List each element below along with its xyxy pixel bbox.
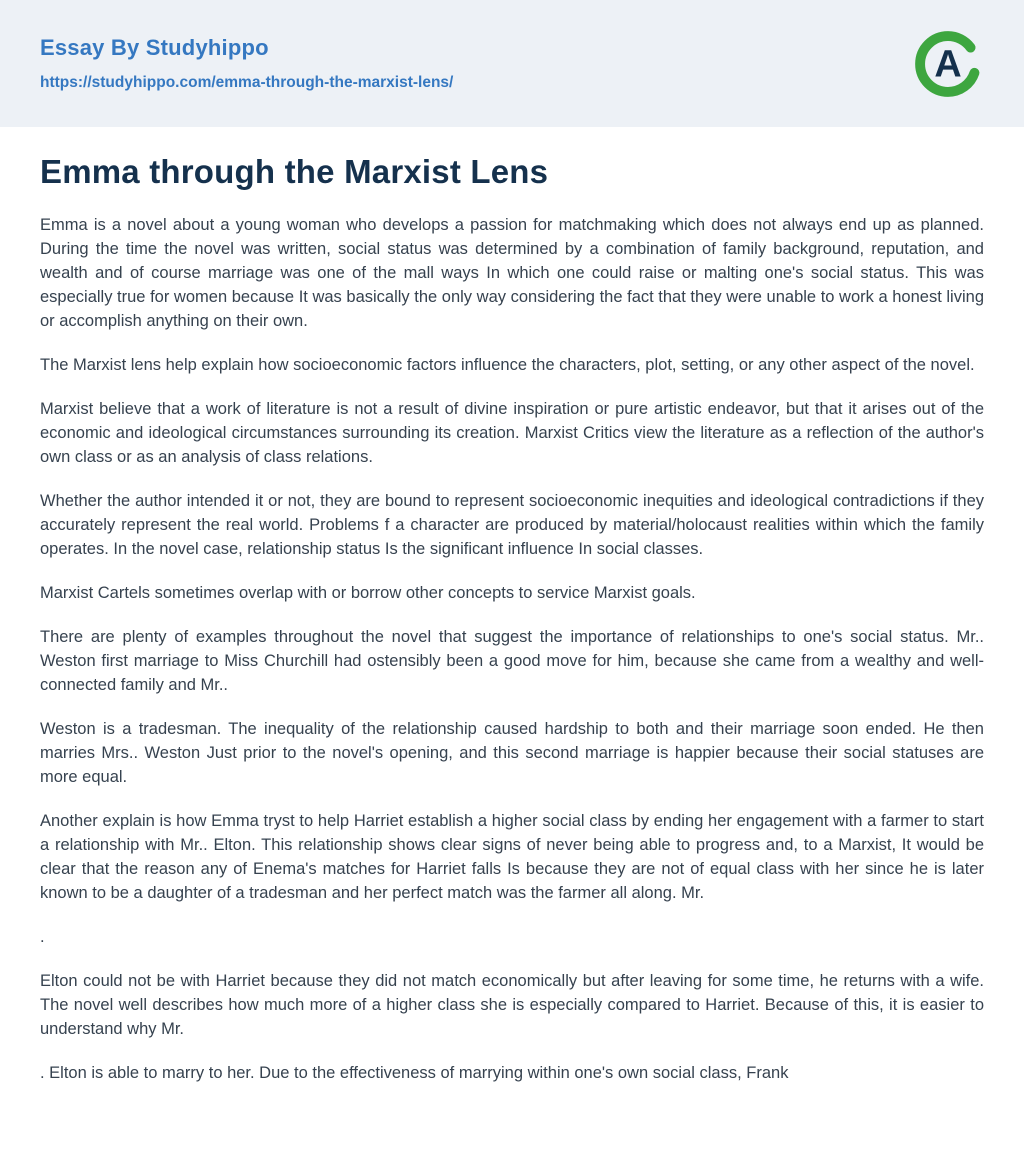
source-url-link[interactable]: https://studyhippo.com/emma-through-the-marxist-lens/	[40, 74, 454, 91]
essay-paragraph: Elton could not be with Harriet because they did not match economically but after leaving for some time, he returns with a wife. The novel well describes how much more of a higher class she is especially compared to Harriet. Because of this, it is easier to understand why Mr.	[40, 972, 984, 1038]
logo-letter: A	[934, 43, 962, 86]
essay-paragraph: The Marxist lens help explain how socioeconomic factors influence the characters, plot, setting, or any other aspect of the novel.	[40, 356, 975, 374]
essay-paragraph: Marxist Cartels sometimes overlap with or borrow other concepts to service Marxist goals.	[40, 584, 696, 602]
circle-a-logo-icon	[912, 43, 984, 104]
essay-paragraph: Another explain is how Emma tryst to help Harriet establish a higher social class by ending her engagement with a farmer to start a relationship with Mr.. Elton. This relationship shows clear signs of never being able to progress and, to a Marxist, It would be clear that the reason any of Enema's matches for Harriet falls Is because they are not of equal class with her since he is later known to be a daughter of a tradesman and her perfect match was the farmer all along. Mr.	[40, 812, 984, 902]
essay-paragraph: Whether the author intended it or not, they are bound to represent socioeconomic inequities and ideological contradictions if they accurately represent the real world. Problems f a character are produced by material/holocaust realities within which the family operates. In the novel case, relationship status Is the significant influence In social classes.	[40, 492, 984, 558]
essay-title: Emma through the Marxist Lens	[40, 153, 549, 190]
essay-content	[0, 127, 1024, 1145]
essay-paragraph: There are plenty of examples throughout the novel that suggest the importance of relationships to one's social status. Mr.. Weston first marriage to Miss Churchill had ostensibly been a good move for him, because she came from a wealthy and well- connected family and Mr..	[40, 628, 984, 694]
essay-paragraph: Marxist believe that a work of literature is not a result of divine inspiration or pure artistic endeavor, but that it arises out of the economic and ideological circumstances surrounding its creation. Marxist Critics view the literature as a reflection of the author's own class or as an analysis of class relations.	[40, 400, 984, 466]
essay-paragraph: .	[40, 928, 45, 946]
header-text-block	[40, 35, 453, 92]
essay-paragraph: Weston is a tradesman. The inequality of the relationship caused hardship to both and their marriage soon ended. He then marries Mrs.. Weston Just prior to the novel's opening, and this second marriage is happier because their social statuses are more equal.	[40, 720, 984, 786]
page-header	[0, 0, 1024, 127]
byline: Essay By Studyhippo	[40, 35, 269, 60]
studyhippo-logo[interactable]	[912, 28, 984, 100]
essay-paragraph: Emma is a novel about a young woman who develops a passion for matchmaking which does not always end up as planned. During the time the novel was written, social status was determined by a combination of family background, reputation, and wealth and of course marriage was one of the mall ways In which one could raise or malting one's social status. This was especially true for women because It was basically the only way considering the fact that they were unable to work a honest living or accomplish anything on their own.	[40, 216, 984, 330]
essay-paragraph: . Elton is able to marry to her. Due to the effectiveness of marrying within one's own social class, Frank	[40, 1064, 789, 1082]
